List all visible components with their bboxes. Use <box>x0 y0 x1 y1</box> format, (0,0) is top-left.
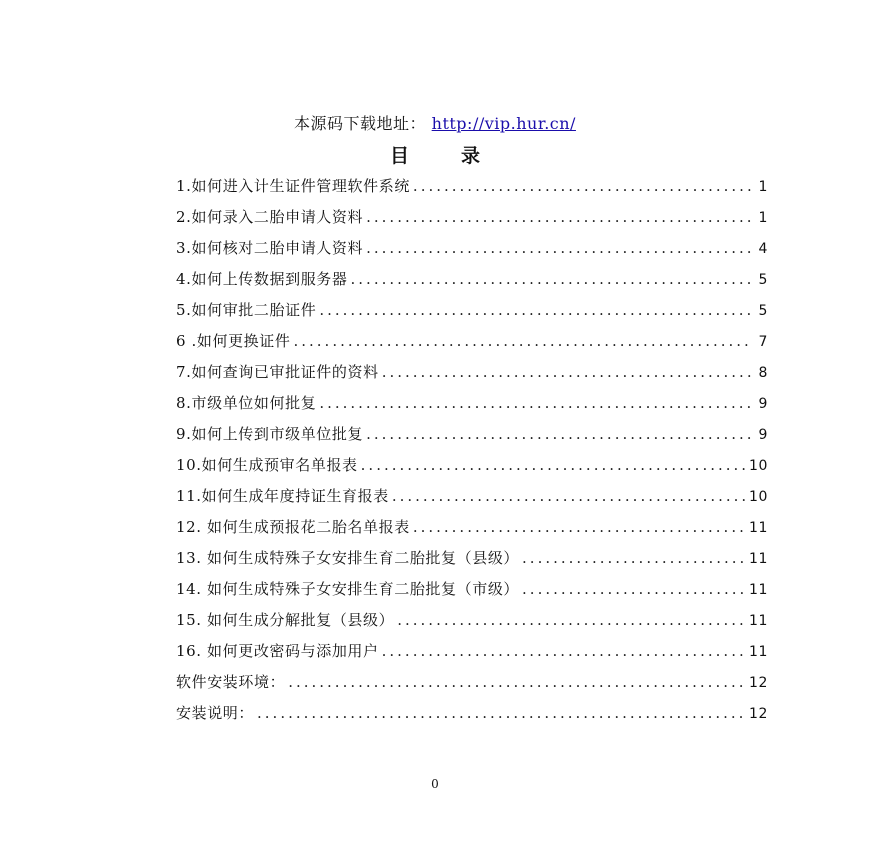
toc-entry-page: 1 <box>758 179 768 195</box>
download-address-line <box>0 112 870 136</box>
toc-dot-leader <box>413 515 746 539</box>
toc-entry-page: 5 <box>758 272 768 288</box>
toc-entry[interactable] <box>176 360 768 391</box>
toc-entry-page: 7 <box>758 334 768 350</box>
toc-entry-label: 10.如何生成预审名单报表 <box>176 456 358 474</box>
toc-entry-label: 8.市级单位如何批复 <box>176 394 317 412</box>
toc-dot-leader <box>288 670 746 694</box>
toc-entry-label: 16. 如何更改密码与添加用户 <box>176 642 379 660</box>
download-label: 本源码下载地址： <box>294 114 427 133</box>
toc-title: 目录 <box>389 145 532 167</box>
toc-entry[interactable] <box>176 422 768 453</box>
toc-entry[interactable] <box>176 298 768 329</box>
toc-dot-leader <box>392 484 746 508</box>
toc-entry-page: 4 <box>758 241 768 257</box>
toc-entry-label: 5.如何审批二胎证件 <box>176 301 317 319</box>
toc-dot-leader <box>361 453 746 477</box>
toc-entry-page: 10 <box>748 489 768 505</box>
toc-entry-label: 11.如何生成年度持证生育报表 <box>176 487 389 505</box>
toc-entry[interactable] <box>176 577 768 608</box>
toc-entry[interactable] <box>176 546 768 577</box>
toc-entry-page: 12 <box>748 675 768 691</box>
toc-entry-page: 11 <box>748 613 768 629</box>
toc-entry-page: 11 <box>748 644 768 660</box>
toc-entry-page: 9 <box>758 396 768 412</box>
toc-entry-label: 1.如何进入计生证件管理软件系统 <box>176 177 410 195</box>
toc-entry-label: 安装说明： <box>176 704 255 722</box>
toc-entry[interactable] <box>176 267 768 298</box>
toc-entry[interactable] <box>176 701 768 732</box>
toc-entry-page: 9 <box>758 427 768 443</box>
download-link[interactable]: http://vip.hur.cn/ <box>431 114 576 133</box>
toc-dot-leader <box>382 360 753 384</box>
toc-entry-page: 5 <box>758 303 768 319</box>
toc-entry[interactable] <box>176 174 768 205</box>
table-of-contents <box>176 174 768 732</box>
toc-entry-page: 1 <box>758 210 768 226</box>
toc-entry-label: 3.如何核对二胎申请人资料 <box>176 239 364 257</box>
toc-entry-label: 软件安装环境： <box>176 673 286 691</box>
toc-entry[interactable] <box>176 205 768 236</box>
toc-dot-leader <box>522 577 746 601</box>
toc-entry[interactable] <box>176 670 768 701</box>
toc-dot-leader <box>397 608 746 632</box>
page-number: 0 <box>431 777 439 791</box>
toc-entry-label: 14. 如何生成特殊子女安排生育二胎批复（市级） <box>176 580 520 598</box>
toc-entry-page: 11 <box>748 551 768 567</box>
toc-dot-leader <box>293 329 753 353</box>
toc-dot-leader <box>319 298 753 322</box>
toc-entry-label: 12. 如何生成预报花二胎名单报表 <box>176 518 410 536</box>
toc-entry-label: 7.如何查询已审批证件的资料 <box>176 363 379 381</box>
toc-entry[interactable] <box>176 515 768 546</box>
toc-entry-label: 2.如何录入二胎申请人资料 <box>176 208 364 226</box>
toc-dot-leader <box>257 701 746 725</box>
toc-entry[interactable] <box>176 329 768 360</box>
toc-dot-leader <box>351 267 753 291</box>
toc-entry-label: 4.如何上传数据到服务器 <box>176 270 348 288</box>
toc-entry-label: 13. 如何生成特殊子女安排生育二胎批复（县级） <box>176 549 520 567</box>
toc-dot-leader <box>382 639 746 663</box>
toc-entry[interactable] <box>176 453 768 484</box>
toc-entry-page: 11 <box>748 582 768 598</box>
toc-dot-leader <box>319 391 753 415</box>
toc-dot-leader <box>522 546 746 570</box>
toc-dot-leader <box>366 236 753 260</box>
toc-entry-label: 6 .如何更换证件 <box>176 332 291 350</box>
toc-entry[interactable] <box>176 484 768 515</box>
toc-entry-page: 12 <box>748 706 768 722</box>
toc-entry[interactable] <box>176 236 768 267</box>
toc-entry[interactable] <box>176 639 768 670</box>
toc-entry-page: 8 <box>758 365 768 381</box>
toc-entry-page: 11 <box>748 520 768 536</box>
toc-dot-leader <box>413 174 753 198</box>
toc-entry[interactable] <box>176 608 768 639</box>
toc-entry[interactable] <box>176 391 768 422</box>
toc-entry-label: 15. 如何生成分解批复（县级） <box>176 611 395 629</box>
toc-entry-label: 9.如何上传到市级单位批复 <box>176 425 364 443</box>
toc-entry-page: 10 <box>748 458 768 474</box>
toc-dot-leader <box>366 422 753 446</box>
toc-dot-leader <box>366 205 753 229</box>
